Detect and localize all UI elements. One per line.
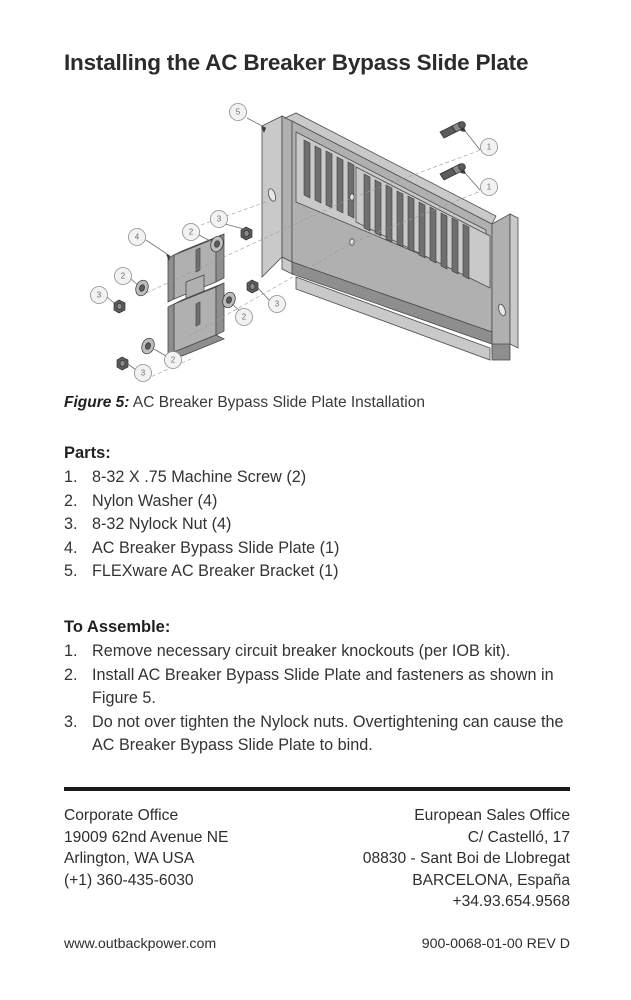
callout-balloon-3 [91, 287, 108, 304]
part-item-number: 3. [64, 515, 78, 533]
callout-number: 4 [134, 232, 140, 242]
part-item-text: 8-32 Nylock Nut (4) [92, 515, 232, 533]
callout-balloon-2 [115, 268, 132, 285]
assemble-step-item-text: Do not over tighten the Nylock nuts. Overtightening can cause the AC Breaker Bypass Slide Plate to bind. [92, 712, 564, 754]
callout-balloon-3 [211, 211, 228, 228]
footer-divider [64, 787, 570, 791]
assemble-step-item-text: Remove necessary circuit breaker knockouts (per IOB kit). [92, 642, 511, 660]
corporate-office-street: 19009 62nd Avenue NE [64, 828, 229, 846]
part-item-number: 5. [64, 562, 78, 580]
part-item-text: 8-32 X .75 Machine Screw (2) [92, 468, 307, 486]
part-item-number: 2. [64, 491, 78, 510]
callout-number: 2 [241, 312, 247, 322]
parts-list [64, 466, 584, 584]
assemble-step-item [64, 640, 584, 664]
corporate-office-block [64, 805, 228, 891]
nylon-washer-4 [140, 336, 157, 355]
assemble-step-item-number: 2. [64, 665, 78, 684]
callout-balloon-2 [183, 224, 200, 241]
callout-number: 3 [274, 299, 280, 309]
assemble-step-item-number: 3. [64, 712, 78, 731]
callout-number: 1 [486, 182, 492, 192]
figure-caption-text: AC Breaker Bypass Slide Plate Installation [132, 394, 425, 411]
callout-number: 5 [235, 107, 241, 117]
european-office-city: BARCELONA, España [412, 871, 570, 889]
part-item-text: AC Breaker Bypass Slide Plate (1) [92, 538, 340, 557]
part-item [64, 490, 584, 514]
nylock-nut-4 [117, 357, 128, 370]
european-sales-office-block [363, 805, 570, 913]
callout-number: 1 [486, 142, 492, 152]
callout-balloon-1 [481, 139, 498, 156]
part-item [64, 466, 584, 490]
part-item-number: 1. [64, 468, 78, 486]
callout-number: 3 [96, 290, 102, 300]
assemble-step-item [64, 711, 584, 758]
part-item-number: 4. [64, 538, 78, 557]
european-office-name: European Sales Office [414, 807, 570, 824]
european-office-postal: 08830 - Sant Boi de Llobregat [362, 850, 570, 867]
callout-balloon-5 [230, 104, 247, 121]
assemble-section [64, 618, 584, 758]
ac-breaker-bypass-slide-plate [168, 234, 224, 356]
nylock-nut-2 [114, 300, 125, 313]
callout-number: 2 [120, 271, 126, 281]
assemble-step-item [64, 664, 584, 711]
figure-caption [64, 394, 425, 412]
part-item-text: Nylon Washer (4) [92, 491, 218, 510]
european-office-phone: +34.93.654.9568 [452, 893, 570, 910]
figure-label: Figure 5: [64, 394, 130, 411]
figure-illustration [86, 92, 556, 387]
nylon-washer-2 [134, 278, 151, 297]
corporate-office-phone: (+1) 360-435-6030 [64, 871, 194, 889]
callout-number: 3 [140, 368, 146, 378]
assemble-step-item-number: 1. [64, 642, 78, 660]
part-item [64, 560, 584, 584]
callout-balloon-4 [129, 229, 146, 246]
callout-balloon-1 [481, 179, 498, 196]
parts-heading: Parts: [64, 444, 111, 462]
callout-number: 2 [188, 227, 194, 237]
callout-number: 3 [216, 214, 222, 224]
nylock-nut-3 [247, 280, 258, 293]
european-office-street: C/ Castelló, 17 [467, 828, 570, 846]
corporate-office-city: Arlington, WA USA [64, 850, 195, 867]
callout-balloon-2 [165, 352, 182, 369]
part-item [64, 537, 584, 561]
callout-balloon-3 [269, 296, 286, 313]
part-item-text: FLEXware AC Breaker Bracket (1) [92, 562, 339, 580]
corporate-office-name: Corporate Office [64, 807, 179, 824]
part-item [64, 513, 584, 537]
assemble-list [64, 640, 584, 758]
assemble-step-item-text: Install AC Breaker Bypass Slide Plate and fasteners as shown in Figure 5. [92, 665, 554, 707]
website-link[interactable]: www.outbackpower.com [64, 936, 217, 952]
assemble-heading: To Assemble: [64, 618, 171, 636]
parts-section [64, 444, 584, 584]
footer [64, 805, 570, 955]
callout-balloon-3 [135, 365, 152, 382]
document-number: 900-0068-01-00 REV D [421, 936, 570, 952]
callout-number: 2 [170, 355, 176, 365]
callout-balloon-2 [236, 309, 253, 326]
page-title: Installing the AC Breaker Bypass Slide Plate [64, 50, 529, 75]
